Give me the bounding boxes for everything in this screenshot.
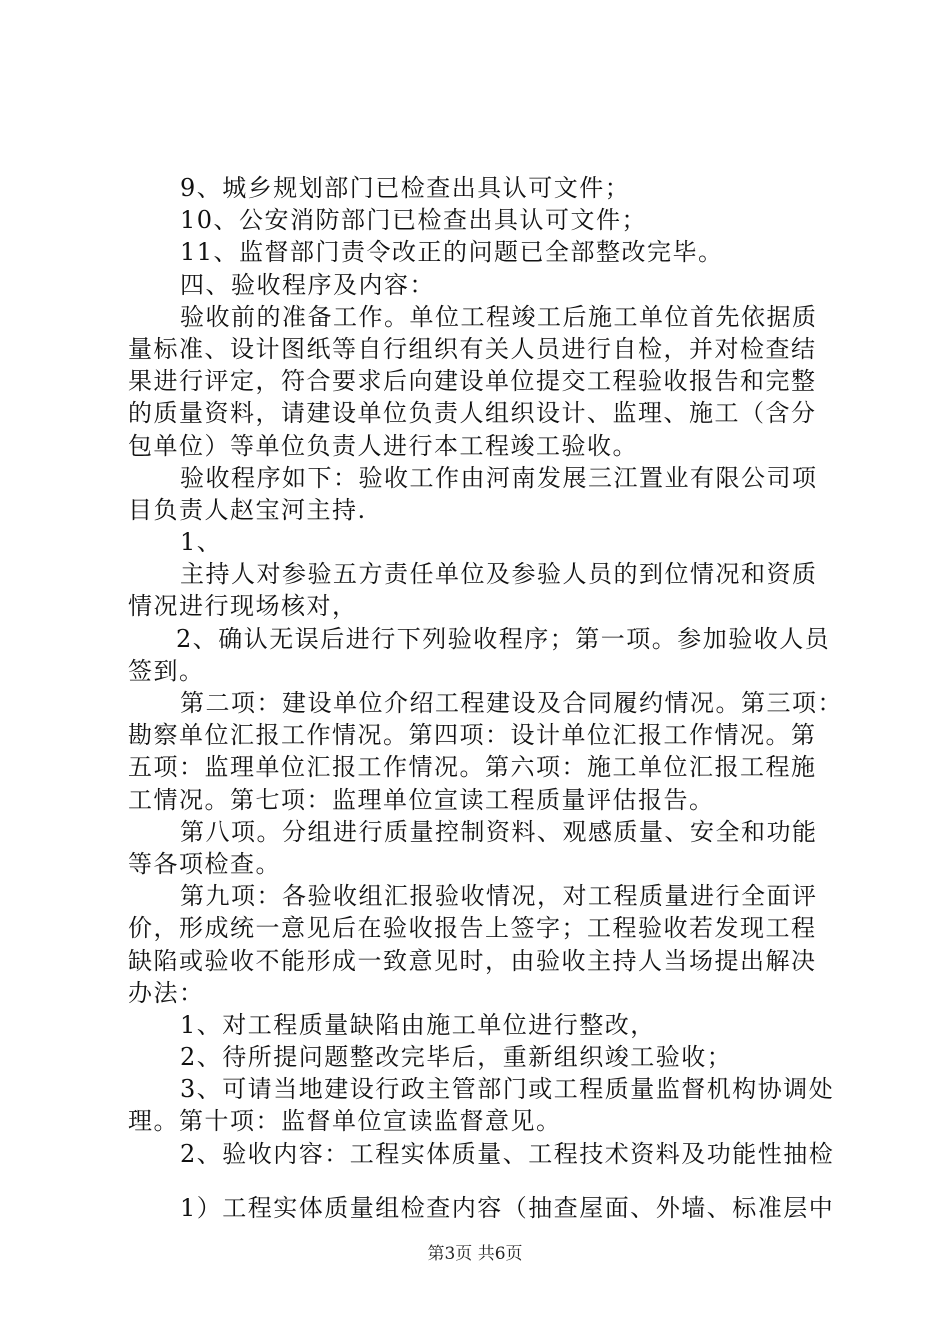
text-line: 价，形成统一意见后在验收报告上签字；工程验收若发现工程 <box>128 914 817 943</box>
text-line: 3、可请当地建设行政主管部门或工程质量监督机构协调处 <box>180 1075 835 1104</box>
text-line: 办法： <box>128 978 205 1007</box>
text-line: 主持人对参验五方责任单位及参验人员的到位情况和资质 <box>180 560 818 589</box>
text-line: 验收前的准备工作。单位工程竣工后施工单位首先依据质 <box>180 302 818 331</box>
text-line: 1）工程实体质量组检查内容（抽查屋面、外墙、标准层中 <box>180 1193 835 1222</box>
text-line: 第八项。分组进行质量控制资料、观感质量、安全和功能 <box>180 817 818 846</box>
text-line: 理。第十项：监督单位宣读监督意见。 <box>128 1107 562 1136</box>
text-line: 验收程序如下：验收工作由河南发展三江置业有限公司项 <box>180 463 818 492</box>
text-line: 工情况。第七项：监理单位宣读工程质量评估报告。 <box>128 785 715 814</box>
document-body <box>128 172 843 1224</box>
text-line: 签到。 <box>128 656 205 685</box>
page-number-footer: 第3页 共6页 <box>427 1244 523 1264</box>
paragraph-gap <box>128 1170 838 1192</box>
text-line: 1、对工程质量缺陷由施工单位进行整改， <box>180 1010 656 1039</box>
text-line: 的质量资料，请建设单位负责人组织设计、监理、施工（含分 <box>128 399 817 428</box>
text-line: 11、监督部门责令改正的问题已全部整改完毕。 <box>180 238 724 267</box>
text-line: 果进行评定，符合要求后向建设单位提交工程验收报告和完整 <box>128 367 817 396</box>
text-line: 勘察单位汇报工作情况。第四项：设计单位汇报工作情况。第 <box>128 721 817 750</box>
section-heading: 四、验收程序及内容： <box>180 270 435 299</box>
text-line: 第九项：各验收组汇报验收情况，对工程质量进行全面评 <box>180 882 818 911</box>
text-line: 10、公安消防部门已检查出具认可文件； <box>180 206 648 235</box>
text-line: 目负责人赵宝河主持. <box>128 495 367 524</box>
text-line: 量标准、设计图纸等自行组织有关人员进行自检，并对检查结 <box>128 334 817 363</box>
text-line: 2、验收内容：工程实体质量、工程技术资料及功能性抽检 <box>180 1139 835 1168</box>
text-line: 缺陷或验收不能形成一致意见时，由验收主持人当场提出解决 <box>128 946 817 975</box>
text-line: 包单位）等单位负责人进行本工程竣工验收。 <box>128 431 638 460</box>
text-line: 1、 <box>180 528 223 557</box>
text-line: 第二项：建设单位介绍工程建设及合同履约情况。第三项： <box>180 689 843 717</box>
text-line: 等各项检查。 <box>128 849 281 878</box>
text-line: 情况进行现场核对， <box>128 592 358 621</box>
text-line: 9、城乡规划部门已检查出具认可文件； <box>180 174 631 202</box>
text-line: 2、待所提问题整改完毕后，重新组织竣工验收； <box>180 1043 733 1072</box>
text-line: 五项：监理单位汇报工作情况。第六项：施工单位汇报工程施 <box>128 753 817 782</box>
text-line: 2、确认无误后进行下列验收程序；第一项。参加验收人员 <box>176 624 831 653</box>
